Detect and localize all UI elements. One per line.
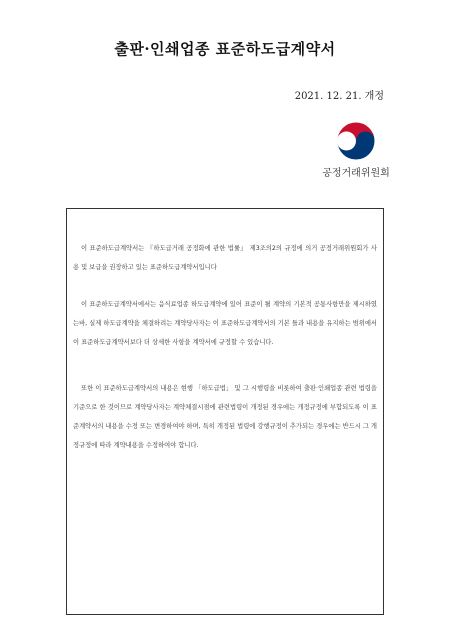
notice-paragraph-3: 또한 이 표준하도급계약서의 내용은 현행 「하도급법」 및 그 시행령을 비롯하여 출판·인쇄업종 관련 법령을 기준으로 한 것이므로 계약당사자는 계약체결시점에 관련법령이 개정된 경우에는 개정규정에 부합되도록 이 표준계약서의 내용을 수정 또는 변경하여야 하며, 특히 개정된 법령에 강행규정이 추가되는 경우에는 반드시 그 개정규정에 따라 계약내용을 수정하여야 합니다. [73, 385, 377, 449]
notice-paragraph-2: 이 표준하도급계약서에서는 음식료업종 하도급계약에 있어 표준이 될 계약의 기본적 공통사항만을 제시하였는바, 실제 하도급계약을 체결하려는 계약당사자는 이 표준하도급계약서의 기본 틀과 내용을 유지하는 범위에서 이 표준하도급계약서보다 더 상세한 사항을 계약서에 규정할 수 있습니다. [73, 301, 377, 346]
notice-paragraph-1: 이 표준하도급계약서는 『하도급거래 공정화에 관한 법률』 제3조의2의 규정에 의거 공정거래위원회가 사용 및 보급을 권장하고 있는 표준하도급계약서입니다 [73, 245, 377, 271]
notice-box [66, 208, 384, 615]
taegeuk-emblem-icon [329, 121, 383, 161]
ftc-logo-text: 공정거래위원회 [322, 168, 390, 179]
document-title: 출판·인쇄업종 표준하도급계약서 [114, 40, 336, 58]
revision-date: 2021. 12. 21. 개정 [294, 91, 384, 102]
ftc-logo [316, 121, 396, 181]
